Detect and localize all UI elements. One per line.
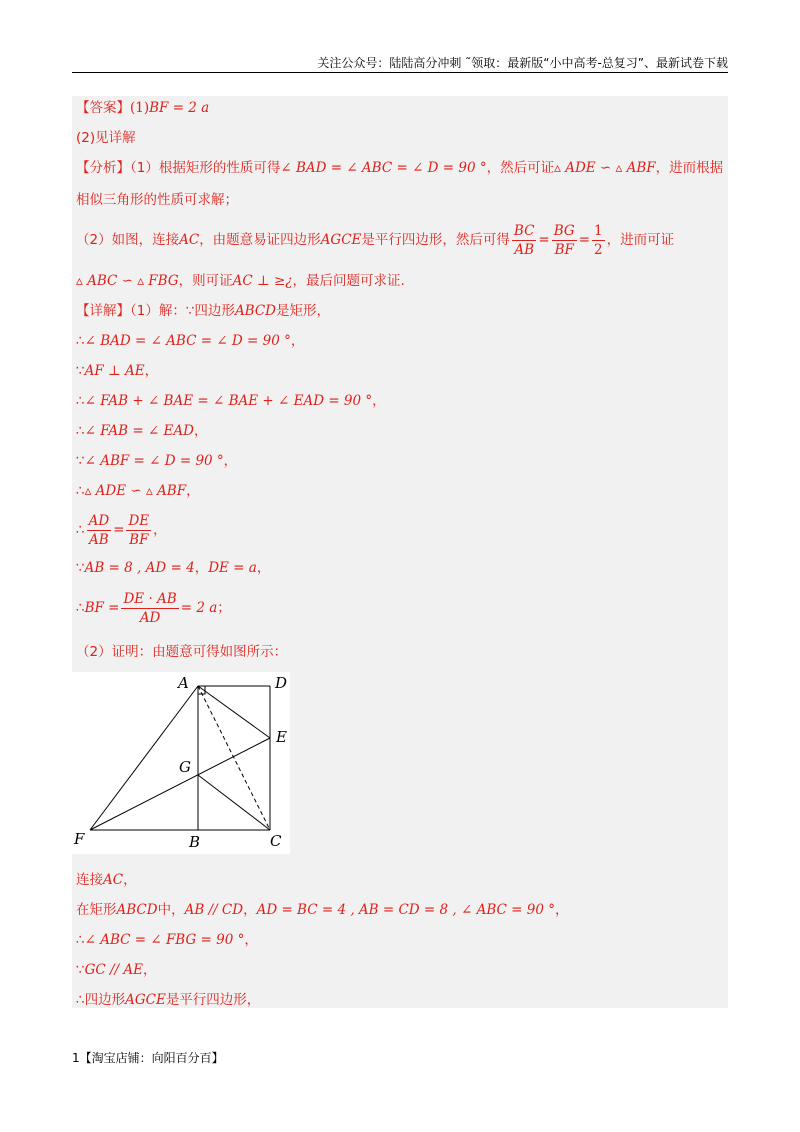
page-footer: 1【淘宝店铺：向阳百分百】	[72, 1051, 224, 1065]
fraction-de-ab-ad: $\frac{DE \cdot AB}{AD}$	[123, 590, 177, 626]
segment-gc	[198, 775, 270, 830]
segment-fe	[90, 738, 270, 830]
proof-line-2: 在矩形ABCD中，AB // CD，AD = BC = 4 , AB = CD = 8 , ∠ ABC = 90 °，	[76, 902, 569, 918]
analysis-line-3: （2）如图，连接AC，由题意易证四边形AGCE是平行四边形，然后可得 $\frac{BC}{AB}$ = $\frac{BG}{BF}$ = $\frac{1}{2}$ ，进而可证	[76, 222, 675, 258]
fraction-bc-ab: $\frac{BC}{AB}$	[513, 222, 535, 258]
label-f: F	[74, 830, 85, 848]
segment-ae	[198, 686, 270, 738]
label-c: C	[270, 832, 282, 850]
detail-line-11: （2）证明：由题意可得如图所示：	[76, 644, 288, 660]
fraction-de-bf: $\frac{DE}{BF}$	[128, 512, 150, 548]
proof-line-3: ∴∠ ABC = ∠ FBG = 90 °，	[76, 932, 258, 948]
detail-line-5: ∴∠ FAB = ∠ EAD，	[76, 423, 208, 439]
proof-line-5: ∴四边形AGCE是平行四边形，	[76, 992, 261, 1008]
detail-line-8: ∴ $\frac{AD}{AB}$ = $\frac{DE}{BF}$ ，	[76, 512, 167, 548]
answer-eq: BF = 2 a	[149, 100, 210, 116]
label-e: E	[276, 728, 287, 746]
solution-panel	[72, 96, 728, 1008]
analysis-label: 【分析】	[76, 160, 130, 176]
answer-label: 【答案】	[76, 100, 130, 116]
answer-part2: (2)见详解	[76, 130, 136, 146]
proof-line-4: ∵GC // AE，	[76, 962, 157, 978]
detail-line-4: ∴∠ FAB + ∠ BAE = ∠ BAE + ∠ EAD = 90 °，	[76, 393, 386, 409]
label-d: D	[275, 674, 288, 692]
geometry-figure	[72, 672, 290, 854]
detail-line-7: ∴▵ ADE ∽ ▵ ABF，	[76, 483, 200, 499]
label-a: A	[178, 674, 189, 692]
label-g: G	[179, 758, 191, 776]
analysis-line-2: 相似三角形的性质可求解；	[76, 192, 238, 208]
detail-line-2: ∴∠ BAD = ∠ ABC = ∠ D = 90 °，	[76, 333, 305, 349]
label-b: B	[189, 833, 201, 851]
fraction-one-half: $\frac{1}{2}$	[594, 222, 603, 258]
proof-line-1: 连接AC，	[76, 872, 137, 888]
detail-label: 【详解】	[76, 303, 130, 319]
detail-line-1: 【详解】（1）解：∵四边形ABCD是矩形，	[76, 303, 331, 319]
answer-line: 【答案】(1)BF = 2 a	[76, 100, 210, 116]
detail-line-9: ∵AB = 8 , AD = 4，DE = a，	[76, 560, 271, 576]
geometry-svg	[72, 672, 290, 854]
detail-line-10: ∴BF = $\frac{DE \cdot AB}{AD}$ = 2 a；	[76, 590, 231, 626]
segment-ac-dashed	[198, 686, 270, 830]
detail-line-6: ∵∠ ABF = ∠ D = 90 °，	[76, 453, 238, 469]
detail-line-3: ∵AF ⊥ AE，	[76, 363, 159, 379]
analysis-line-4: ▵ ABC ∽ ▵ FBG，则可证AC ⊥ ≥¿，最后问题可求证.	[76, 273, 405, 289]
page-header: 关注公众号：陆陆高分冲刺 ˜领取：最新版“小中高考-总复习”、最新试卷下载	[72, 54, 728, 73]
fraction-ad-ab: $\frac{AD}{AB}$	[88, 512, 110, 548]
analysis-line-1: 【分析】（1）根据矩形的性质可得∠ BAD = ∠ ABC = ∠ D = 90 °，然后可证▵ ADE ∽ ▵ ABF，进而根据	[76, 160, 724, 176]
fraction-bg-bf: $\frac{BG}{BF}$	[553, 222, 575, 258]
